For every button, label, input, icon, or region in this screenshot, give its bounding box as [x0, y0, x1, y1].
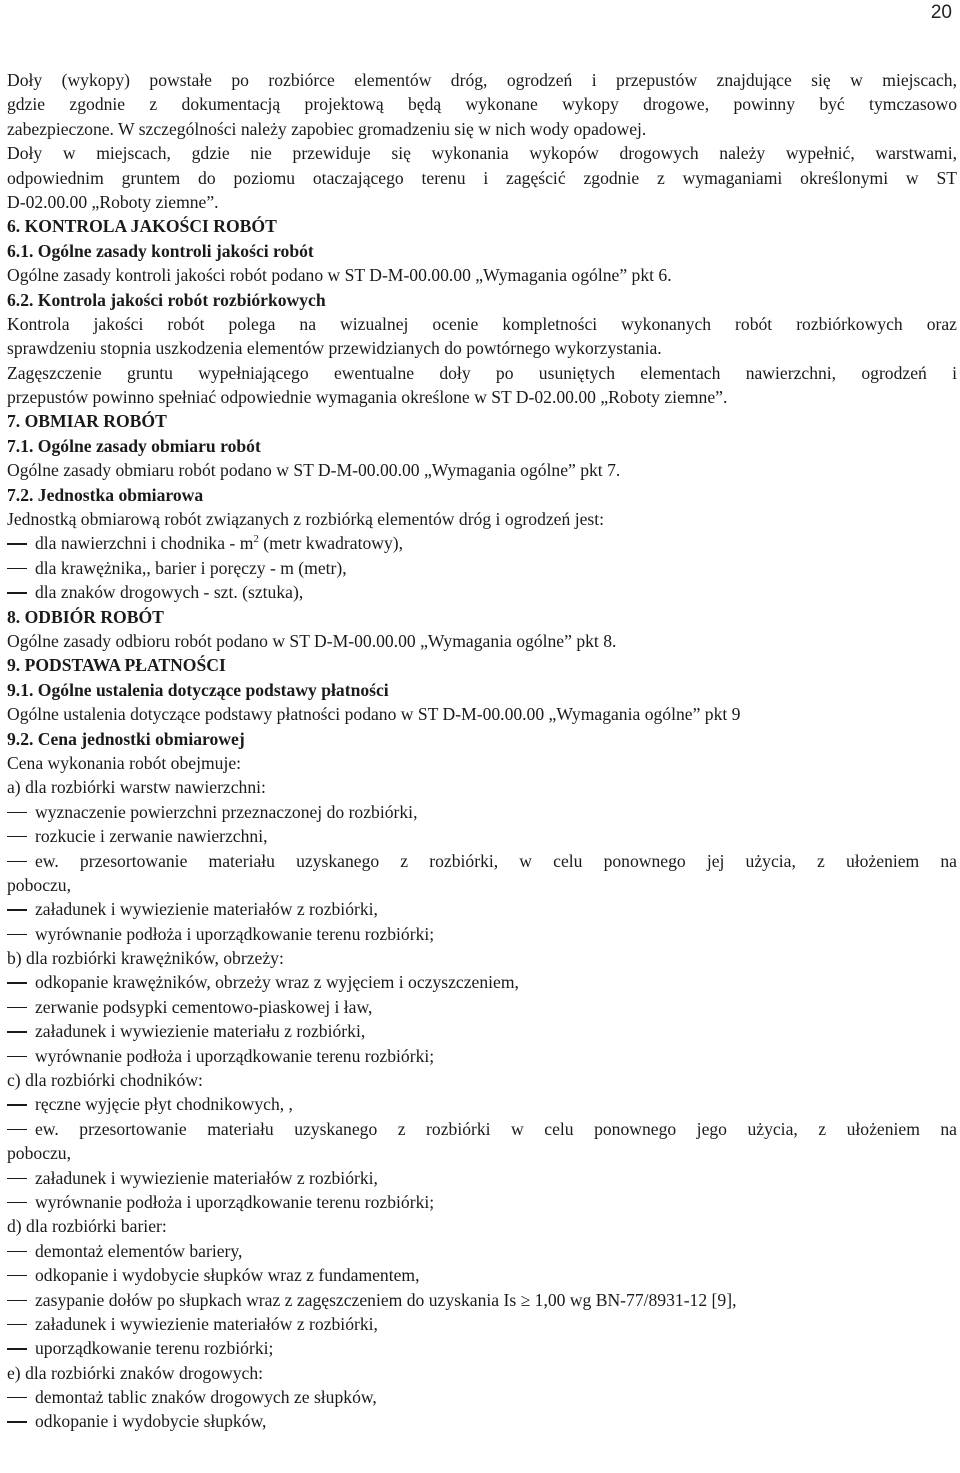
dash-bullet-icon	[7, 568, 27, 569]
line-text: Ogólne zasady obmiaru robót podano w ST D-M-00.00.00 „Wymagania ogólne” pkt 7.	[7, 460, 621, 481]
line-text: uporządkowanie terenu rozbiórki;	[35, 1338, 274, 1359]
line-text: gdzie zgodnie z dokumentacją projektową będą wykonane wykopy drogowe, powinny być tymczasowo	[7, 94, 957, 115]
paragraph-line	[7, 1361, 957, 1385]
line-text: Jednostką obmiarową robót związanych z rozbiórką elementów dróg i ogrodzeń jest:	[7, 509, 605, 530]
line-text: załadunek i wywiezienie materiału z rozbiórki,	[35, 1021, 366, 1042]
dash-bullet-icon	[7, 1056, 27, 1057]
line-text: Ogólne zasady odbioru robót podano w ST D-M-00.00.00 „Wymagania ogólne” pkt 8.	[7, 630, 617, 651]
line-text: odkopanie i wydobycie słupków,	[35, 1411, 267, 1432]
line-text: 7.1. Ogólne zasady obmiaru robót	[7, 435, 261, 456]
dash-list-item	[7, 849, 957, 873]
dash-bullet-icon	[7, 1104, 27, 1105]
line-text: zerwanie podsypki cementowo-piaskowej i ław,	[35, 996, 373, 1017]
section-heading	[7, 239, 957, 263]
dash-bullet-icon	[7, 812, 27, 813]
line-text: odkopanie i wydobycie słupków wraz z fundamentem,	[35, 1265, 420, 1286]
dash-bullet-icon	[7, 1007, 27, 1008]
paragraph-line	[7, 629, 957, 653]
paragraph-line	[7, 190, 957, 214]
dash-bullet-icon	[7, 1178, 27, 1179]
line-text: zasypanie dołów po słupkach wraz z zagęszczeniem do uzyskania Is ≥ 1,00 wg BN-77/8931-12 [9],	[35, 1289, 737, 1310]
paragraph-line	[7, 946, 957, 970]
paragraph-line	[7, 873, 957, 897]
dash-list-item	[7, 1117, 957, 1141]
line-text: załadunek i wywiezienie materiałów z rozbiórki,	[35, 1167, 378, 1188]
line-text: Doły (wykopy) powstałe po rozbiórce elementów dróg, ogrodzeń i przepustów znajdujące się w miejscach,	[7, 70, 957, 90]
dash-bullet-icon	[7, 1421, 27, 1422]
section-heading	[7, 727, 957, 751]
dash-list-item	[7, 995, 957, 1019]
paragraph-line	[7, 361, 957, 385]
paragraph-line	[7, 166, 957, 190]
line-text: 9. PODSTAWA PŁATNOŚCI	[7, 655, 226, 676]
line-text: odkopanie krawężników, obrzeży wraz z wyjęciem i oczyszczeniem,	[35, 972, 519, 993]
section-heading	[7, 409, 957, 433]
line-text: Kontrola jakości robót polega na wizualnej ocenie kompletności wykonanych robót rozbiórkowych oraz	[7, 313, 957, 334]
line-text: załadunek i wywiezienie materiałów z rozbiórki,	[35, 899, 378, 920]
paragraph-line	[7, 507, 957, 531]
line-text: wyrównanie podłoża i uporządkowanie terenu rozbiórki;	[35, 1045, 435, 1066]
line-text: Doły w miejscach, gdzie nie przewiduje się wykonania wykopów drogowych należy wypełnić, warstwami,	[7, 143, 957, 164]
dash-bullet-icon	[7, 836, 27, 837]
line-text: b) dla rozbiórki krawężników, obrzeży:	[7, 948, 284, 969]
paragraph-line	[7, 263, 957, 287]
line-text: wyrównanie podłoża i uporządkowanie terenu rozbiórki;	[35, 1191, 435, 1212]
dash-list-item	[7, 1239, 957, 1263]
paragraph-line	[7, 1068, 957, 1092]
superscript: 2	[253, 533, 259, 546]
line-text: Ogólne zasady kontroli jakości robót podano w ST D-M-00.00.00 „Wymagania ogólne” pkt 6.	[7, 265, 672, 286]
line-text: D-02.00.00 „Roboty ziemne”.	[7, 191, 219, 212]
paragraph-line	[7, 117, 957, 141]
section-heading	[7, 288, 957, 312]
paragraph-line	[7, 336, 957, 360]
dash-list-item	[7, 556, 957, 580]
line-text: 6.1. Ogólne zasady kontroli jakości robót	[7, 240, 314, 261]
dash-bullet-icon	[7, 1031, 27, 1032]
dash-bullet-icon	[7, 1251, 27, 1252]
dash-list-item	[7, 824, 957, 848]
line-text: Zagęszczenie gruntu wypełniającego ewentualne doły po usuniętych elementach nawierzchni, ogrodzeń i	[7, 362, 957, 383]
page-number: 20	[930, 2, 952, 23]
line-text: 9.1. Ogólne ustalenia dotyczące podstawy płatności	[7, 679, 389, 700]
section-heading	[7, 605, 957, 629]
line-text: e) dla rozbiórki znaków drogowych:	[7, 1362, 264, 1383]
line-text: sprawdzeniu stopnia uszkodzenia elementów przewidzianych do powtórnego wykorzystania.	[7, 338, 662, 359]
dash-bullet-icon	[7, 1275, 27, 1276]
paragraph-line	[7, 1214, 957, 1238]
dash-list-item	[7, 1044, 957, 1068]
line-text: demontaż elementów bariery,	[35, 1240, 243, 1261]
line-text: c) dla rozbiórki chodników:	[7, 1070, 203, 1091]
dash-bullet-icon	[7, 1300, 27, 1301]
line-text: 6. KONTROLA JAKOŚCI ROBÓT	[7, 216, 277, 237]
dash-bullet-icon	[7, 861, 27, 862]
dash-bullet-icon	[7, 1129, 27, 1130]
line-text: 6.2. Kontrola jakości robót rozbiórkowych	[7, 289, 326, 310]
line-text: dla znaków drogowych - szt. (sztuka),	[35, 582, 304, 603]
dash-bullet-icon	[7, 982, 27, 983]
dash-list-item	[7, 800, 957, 824]
dash-bullet-icon	[7, 1348, 27, 1349]
line-text: odpowiednim gruntem do poziomu otaczającego terenu i zagęścić zgodnie z wymaganiami określonymi w ST	[7, 167, 957, 188]
dash-bullet-icon	[7, 1397, 27, 1398]
section-heading	[7, 214, 957, 238]
paragraph-line	[7, 141, 957, 165]
section-heading	[7, 434, 957, 458]
line-text: wyrównanie podłoża i uporządkowanie terenu rozbiórki;	[35, 923, 435, 944]
section-heading	[7, 483, 957, 507]
paragraph-line	[7, 1141, 957, 1165]
line-text: d) dla rozbiórki barier:	[7, 1216, 167, 1237]
section-heading	[7, 653, 957, 677]
line-text: ew. przesortowanie materiału uzyskanego z rozbiórki w celu ponownego jego użycia, z ułożeniem na	[35, 1118, 957, 1139]
line-text: dla nawierzchni i chodnika - m	[35, 533, 254, 554]
dash-list-item	[7, 1166, 957, 1190]
line-text: 8. ODBIÓR ROBÓT	[7, 606, 164, 627]
line-text: 7.2. Jednostka obmiarowa	[7, 484, 204, 505]
dash-list-item	[7, 1312, 957, 1336]
dash-list-item	[7, 1385, 957, 1409]
line-text: demontaż tablic znaków drogowych ze słupków,	[35, 1387, 377, 1408]
paragraph-line	[7, 92, 957, 116]
line-text: załadunek i wywiezienie materiałów z rozbiórki,	[35, 1313, 378, 1334]
dash-bullet-icon	[7, 543, 27, 544]
dash-bullet-icon	[7, 934, 27, 935]
line-text: 7. OBMIAR ROBÓT	[7, 411, 167, 432]
paragraph-line	[7, 751, 957, 775]
section-heading	[7, 678, 957, 702]
line-text: wyznaczenie powierzchni przeznaczonej do rozbiórki,	[35, 801, 418, 822]
line-text: przepustów powinno spełniać odpowiednie wymagania określone w ST D-02.00.00 „Roboty ziemne”.	[7, 387, 728, 408]
dash-bullet-icon	[7, 909, 27, 910]
dash-bullet-icon	[7, 592, 27, 593]
dash-list-item	[7, 1409, 957, 1433]
document-body	[7, 68, 957, 1434]
dash-list-item	[7, 1263, 957, 1287]
paragraph-line	[7, 68, 957, 92]
line-text: ew. przesortowanie materiału uzyskanego z rozbiórki, w celu ponownego jej użycia, z ułożeniem na	[35, 850, 957, 871]
line-text: poboczu,	[7, 874, 72, 895]
dash-list-item	[7, 531, 957, 555]
dash-list-item	[7, 922, 957, 946]
line-text: ręczne wyjęcie płyt chodnikowych, ,	[35, 1094, 293, 1115]
dash-list-item	[7, 897, 957, 921]
line-text: poboczu,	[7, 1143, 72, 1164]
dash-bullet-icon	[7, 1324, 27, 1325]
paragraph-line	[7, 385, 957, 409]
line-text: zabezpieczone. W szczególności należy zapobiec gromadzeniu się w nich wody opadowej.	[7, 118, 647, 139]
line-text: Ogólne ustalenia dotyczące podstawy płatności podano w ST D-M-00.00.00 „Wymagania ogólne” pkt 9	[7, 704, 741, 725]
dash-list-item	[7, 1092, 957, 1116]
line-text: rozkucie i zerwanie nawierzchni,	[35, 826, 268, 847]
line-text-continued: (metr kwadratowy),	[258, 533, 404, 554]
dash-list-item	[7, 1336, 957, 1360]
dash-list-item	[7, 580, 957, 604]
paragraph-line	[7, 775, 957, 799]
dash-list-item	[7, 970, 957, 994]
paragraph-line	[7, 312, 957, 336]
dash-list-item	[7, 1288, 957, 1312]
line-text: 9.2. Cena jednostki obmiarowej	[7, 728, 245, 749]
dash-list-item	[7, 1019, 957, 1043]
line-text: dla krawężnika,, barier i poręczy - m (metr),	[35, 557, 347, 578]
dash-list-item	[7, 1190, 957, 1214]
paragraph-line	[7, 458, 957, 482]
line-text: a) dla rozbiórki warstw nawierzchni:	[7, 777, 266, 798]
dash-bullet-icon	[7, 1202, 27, 1203]
paragraph-line	[7, 702, 957, 726]
line-text: Cena wykonania robót obejmuje:	[7, 752, 242, 773]
